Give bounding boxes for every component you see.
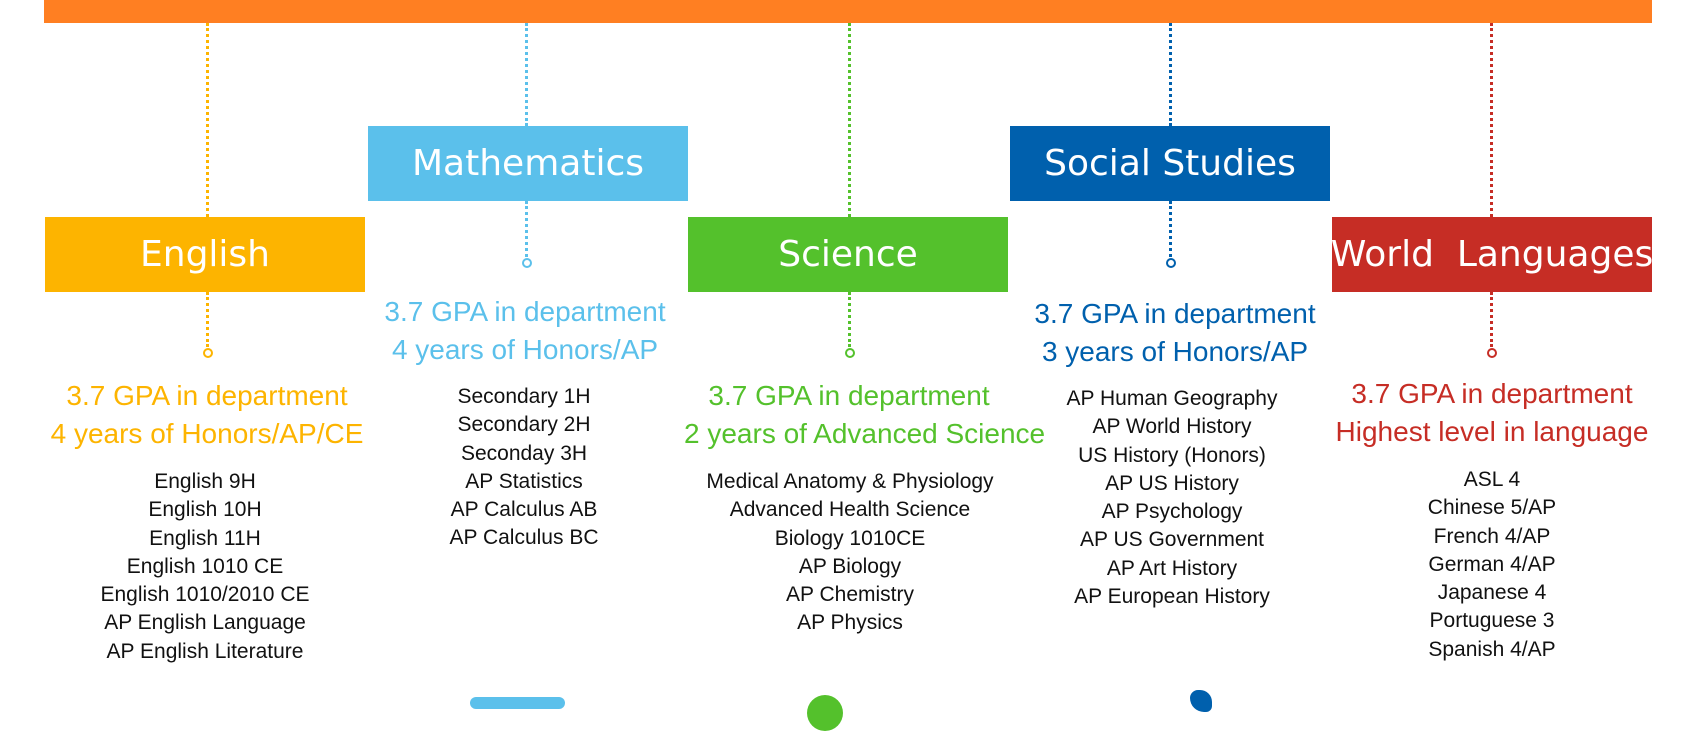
social-studies-header	[1010, 126, 1330, 201]
course-item: AP Calculus BC	[449, 526, 599, 550]
world-languages-title: World Languages	[1330, 234, 1654, 275]
course-item: Chinese 5/AP	[1427, 496, 1557, 520]
english-connector-top	[206, 23, 209, 217]
science-title: Science	[778, 234, 918, 275]
course-item: Medical Anatomy & Physiology	[706, 470, 994, 493]
course-item: AP Physics	[797, 611, 903, 635]
course-item: ASL 4	[1463, 468, 1521, 491]
course-item: English 1010/2010 CE	[100, 583, 310, 607]
course-item: Biology 1010CE	[774, 526, 926, 550]
course-item: Spanish 4/AP	[1428, 637, 1556, 661]
english-connector-bottom	[206, 292, 209, 347]
social-studies-requirement-years: 3 years of Honors/AP	[1041, 336, 1309, 367]
mathematics-header	[368, 126, 688, 201]
course-item: Seconday 3H	[460, 441, 588, 465]
world-languages-course-list	[1332, 466, 1652, 664]
course-item: AP Psychology	[1101, 500, 1243, 524]
english-requirement-years: 4 years of Honors/AP/CE	[50, 418, 364, 449]
course-item: AP Statistics	[465, 469, 583, 493]
course-item: AP Art History	[1106, 556, 1238, 580]
mathematics-requirement-years: 4 years of Honors/AP	[391, 334, 659, 365]
course-item: Secondary 1H	[457, 385, 591, 408]
course-item: US History (Honors)	[1078, 443, 1266, 467]
mathematics-connector-top	[525, 23, 528, 126]
english-requirement-gpa: 3.7 GPA in department	[66, 380, 348, 411]
mathematics-title: Mathematics	[412, 143, 644, 184]
mathematics-node-circle	[522, 258, 532, 268]
mathematics-course-list	[364, 383, 684, 553]
course-item: English 11H	[149, 526, 261, 550]
science-connector-bottom	[848, 292, 851, 347]
course-item: Advanced Health Science	[729, 498, 971, 522]
mathematics-requirement	[360, 293, 690, 369]
social-studies-title: Social Studies	[1044, 143, 1296, 184]
world-languages-requirement-level: Highest level in language	[1335, 416, 1649, 447]
science-header	[688, 217, 1008, 292]
book-icon	[470, 697, 565, 709]
social-studies-requirement	[1010, 295, 1340, 371]
english-header	[45, 217, 365, 292]
course-item: French 4/AP	[1433, 524, 1551, 548]
english-requirement	[42, 377, 372, 453]
course-item: AP English Literature	[106, 639, 304, 663]
mathematics-connector-bottom	[525, 201, 528, 257]
course-item: AP US Government	[1079, 528, 1265, 552]
science-node-circle	[845, 348, 855, 358]
course-item: Secondary 2H	[457, 413, 591, 437]
social-studies-connector-bottom	[1169, 201, 1172, 257]
science-connector-top	[848, 23, 851, 217]
course-item: AP European History	[1074, 585, 1270, 609]
course-item: AP Chemistry	[786, 583, 914, 607]
mathematics-requirement-gpa: 3.7 GPA in department	[384, 296, 666, 327]
english-node-circle	[203, 348, 213, 358]
world-languages-connector-bottom	[1490, 292, 1493, 347]
world-languages-header	[1332, 217, 1652, 292]
world-languages-node-circle	[1487, 348, 1497, 358]
course-item: Portuguese 3	[1429, 609, 1555, 633]
science-course-list	[690, 468, 1010, 638]
social-studies-requirement-gpa: 3.7 GPA in department	[1034, 298, 1316, 329]
course-item: AP US History	[1105, 471, 1239, 495]
course-item: Japanese 4	[1437, 581, 1547, 605]
social-studies-course-list	[1012, 385, 1332, 611]
science-requirement-gpa: 3.7 GPA in department	[708, 380, 990, 411]
english-course-list	[45, 468, 365, 666]
social-studies-connector-top	[1169, 23, 1172, 126]
course-item: German 4/AP	[1428, 552, 1556, 576]
world-languages-connector-top	[1490, 23, 1493, 217]
course-item: AP Calculus AB	[450, 498, 598, 522]
atom-icon	[807, 695, 843, 731]
course-item: AP Human Geography	[1066, 387, 1278, 410]
course-item: English 1010 CE	[126, 554, 284, 578]
course-item: AP Biology	[798, 554, 902, 578]
course-item: AP World History	[1092, 415, 1252, 439]
globe-icon	[1190, 690, 1212, 712]
english-title: English	[140, 234, 270, 275]
top-banner-bar	[44, 0, 1652, 23]
world-languages-requirement-gpa: 3.7 GPA in department	[1351, 378, 1633, 409]
science-requirement-years: 2 years of Advanced Science	[684, 418, 1046, 449]
course-item: English 10H	[148, 498, 262, 522]
course-item: AP English Language	[104, 611, 306, 635]
world-languages-requirement	[1327, 375, 1657, 451]
course-item: English 9H	[154, 470, 256, 493]
social-studies-node-circle	[1166, 258, 1176, 268]
science-requirement	[684, 377, 1046, 453]
